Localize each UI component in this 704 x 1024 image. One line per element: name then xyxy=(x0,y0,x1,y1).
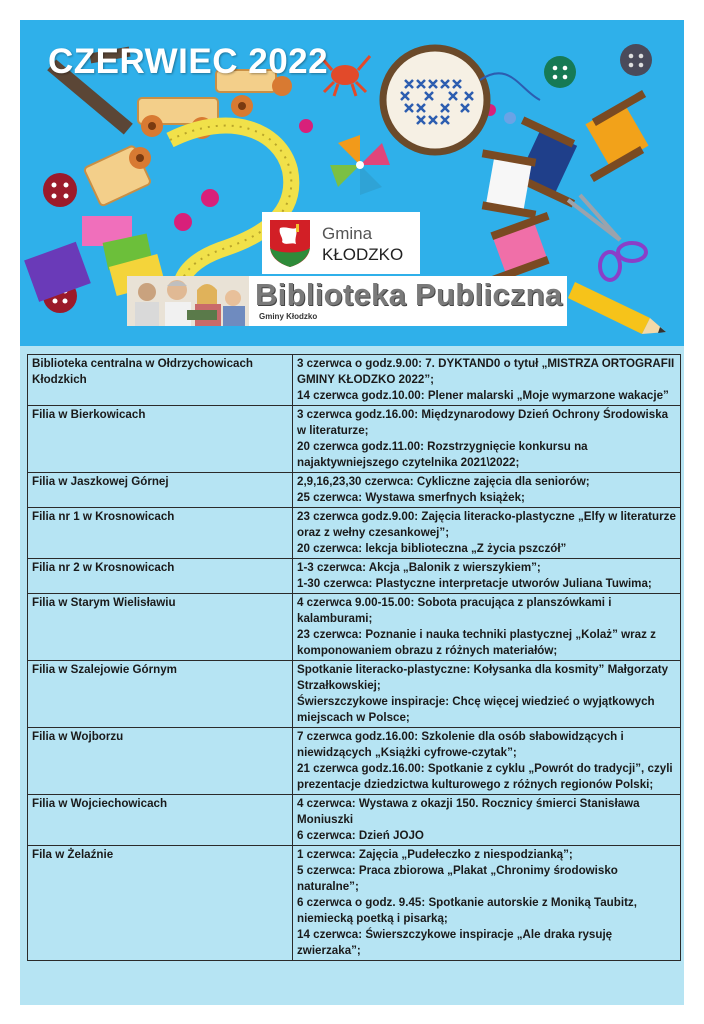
event-item: 14 czerwca: Świerszczykowe inspiracje „Ale draka rysuję zwierzaka”; xyxy=(297,928,613,957)
event-item: 7 czerwca godz.16.00: Szkolenie dla osób słabowidzących i niewidzących „Książki cyfrowe-czytak”; xyxy=(297,730,624,759)
event-item: 1 czerwca: Zajęcia „Pudełeczko z niespodzianką”; xyxy=(297,848,573,861)
branch-location: Filia w Jaszkowej Górnej xyxy=(28,473,293,508)
event-item: 6 czerwca: Dzień JOJO xyxy=(297,829,424,842)
branch-location: Filia w Wojciechowicach xyxy=(28,795,293,846)
branch-location: Filia w Szalejowie Górnym xyxy=(28,661,293,728)
event-item: 20 czerwca: lekcja biblioteczna „Z życia pszczół” xyxy=(297,542,567,555)
event-item: 20 czerwca godz.11.00: Rozstrzygnięcie konkursu na najaktywniejszego czytelnika 2021\2022; xyxy=(297,440,588,469)
branch-events xyxy=(293,846,681,961)
branch-location: Filia w Starym Wielisławiu xyxy=(28,594,293,661)
library-subtitle: Gminy Kłodzko xyxy=(259,312,318,321)
branch-events xyxy=(293,508,681,559)
event-item: 1-3 czerwca: Akcja „Balonik z wierszykiem”; xyxy=(297,561,541,574)
table-row xyxy=(28,661,681,728)
table-row xyxy=(28,559,681,594)
branch-location: Filia w Bierkowicach xyxy=(28,406,293,473)
event-item: Świerszczykowe inspiracje: Chcę więcej wiedzieć o wyjątkowych miejscach w Polsce; xyxy=(297,695,655,724)
table-row xyxy=(28,795,681,846)
branch-events xyxy=(293,795,681,846)
event-item: 3 czerwca o godz.9.00: 7. DYKTAND0 o tytuł „MISTRZA ORTOGRAFII GMINY KŁODZKO 2022”; xyxy=(297,357,675,386)
page-title: CZERWIEC 2022 xyxy=(48,42,329,81)
event-item: 2,9,16,23,30 czerwca: Cykliczne zajęcia dla seniorów; xyxy=(297,475,590,488)
gmina-name: KŁODZKO xyxy=(322,245,404,264)
event-item: 21 czerwca godz.16.00: Spotkanie z cyklu „Powrót do tradycji”, czyli prezentacje dziedzictwa kulturowego z różnych regionów Polski; xyxy=(297,762,673,791)
branch-events xyxy=(293,594,681,661)
event-item: 14 czerwca godz.10.00: Plener malarski „Moje wymarzone wakacje” xyxy=(297,389,669,402)
event-item: 6 czerwca o godz. 9.45: Spotkanie autorskie z Moniką Taubitz, niemiecką poetką i pisarką; xyxy=(297,896,637,925)
event-item: 25 czerwca: Wystawa smerfnych książek; xyxy=(297,491,525,504)
table-row xyxy=(28,355,681,406)
event-item: 5 czerwca: Praca zbiorowa „Plakat „Chronimy środowisko naturalne”; xyxy=(297,864,618,893)
branch-events xyxy=(293,406,681,473)
gmina-logo xyxy=(262,212,420,274)
branch-location: Fila w Żelaźnie xyxy=(28,846,293,961)
branch-events xyxy=(293,355,681,406)
event-item: 3 czerwca godz.16.00: Międzynarodowy Dzień Ochrony Środowiska w literaturze; xyxy=(297,408,669,437)
table-row xyxy=(28,728,681,795)
branch-events xyxy=(293,473,681,508)
table-row xyxy=(28,594,681,661)
event-item: 23 czerwca godz.9.00: Zajęcia literacko-plastyczne „Elfy w literaturze oraz z wełny czesankowej”; xyxy=(297,510,676,539)
library-name: Biblioteka Publiczna xyxy=(255,277,563,312)
event-item: Spotkanie literacko-plastyczne: Kołysanka dla kosmity” Małgorzaty Strzałkowskiej; xyxy=(297,663,669,692)
table-row xyxy=(28,473,681,508)
branch-location: Filia w Wojborzu xyxy=(28,728,293,795)
branch-events xyxy=(293,559,681,594)
gmina-label: Gmina xyxy=(322,224,373,243)
readers-photo-icon xyxy=(127,276,249,326)
schedule-table xyxy=(27,354,681,961)
table-row xyxy=(28,508,681,559)
scissors-icon xyxy=(568,195,646,280)
branch-location: Filia nr 2 w Krosnowicach xyxy=(28,559,293,594)
pinwheel-icon xyxy=(330,135,390,195)
table-row xyxy=(28,406,681,473)
table-row xyxy=(28,846,681,961)
library-logo xyxy=(127,276,567,326)
branch-events xyxy=(293,661,681,728)
embroidery-hoop-icon xyxy=(383,48,540,152)
coat-of-arms-icon xyxy=(268,218,312,268)
branch-events xyxy=(293,728,681,795)
event-item: 23 czerwca: Poznanie i nauka techniki plastycznej „Kolaż” wraz z komponowaniem obrazu z różnych materiałów; xyxy=(297,628,656,657)
event-item: 1-30 czerwca: Plastyczne interpretacje utworów Juliana Tuwima; xyxy=(297,577,652,590)
event-item: 4 czerwca: Wystawa z okazji 150. Rocznicy śmierci Stanisława Moniuszki xyxy=(297,797,640,826)
branch-location: Biblioteka centralna w Ołdrzychowicach Kłodzkich xyxy=(28,355,293,406)
header-banner xyxy=(20,20,684,346)
branch-location: Filia nr 1 w Krosnowicach xyxy=(28,508,293,559)
event-item: 4 czerwca 9.00-15.00: Sobota pracująca z planszówkami i kalamburami; xyxy=(297,596,612,625)
pencil-icon xyxy=(568,282,666,334)
